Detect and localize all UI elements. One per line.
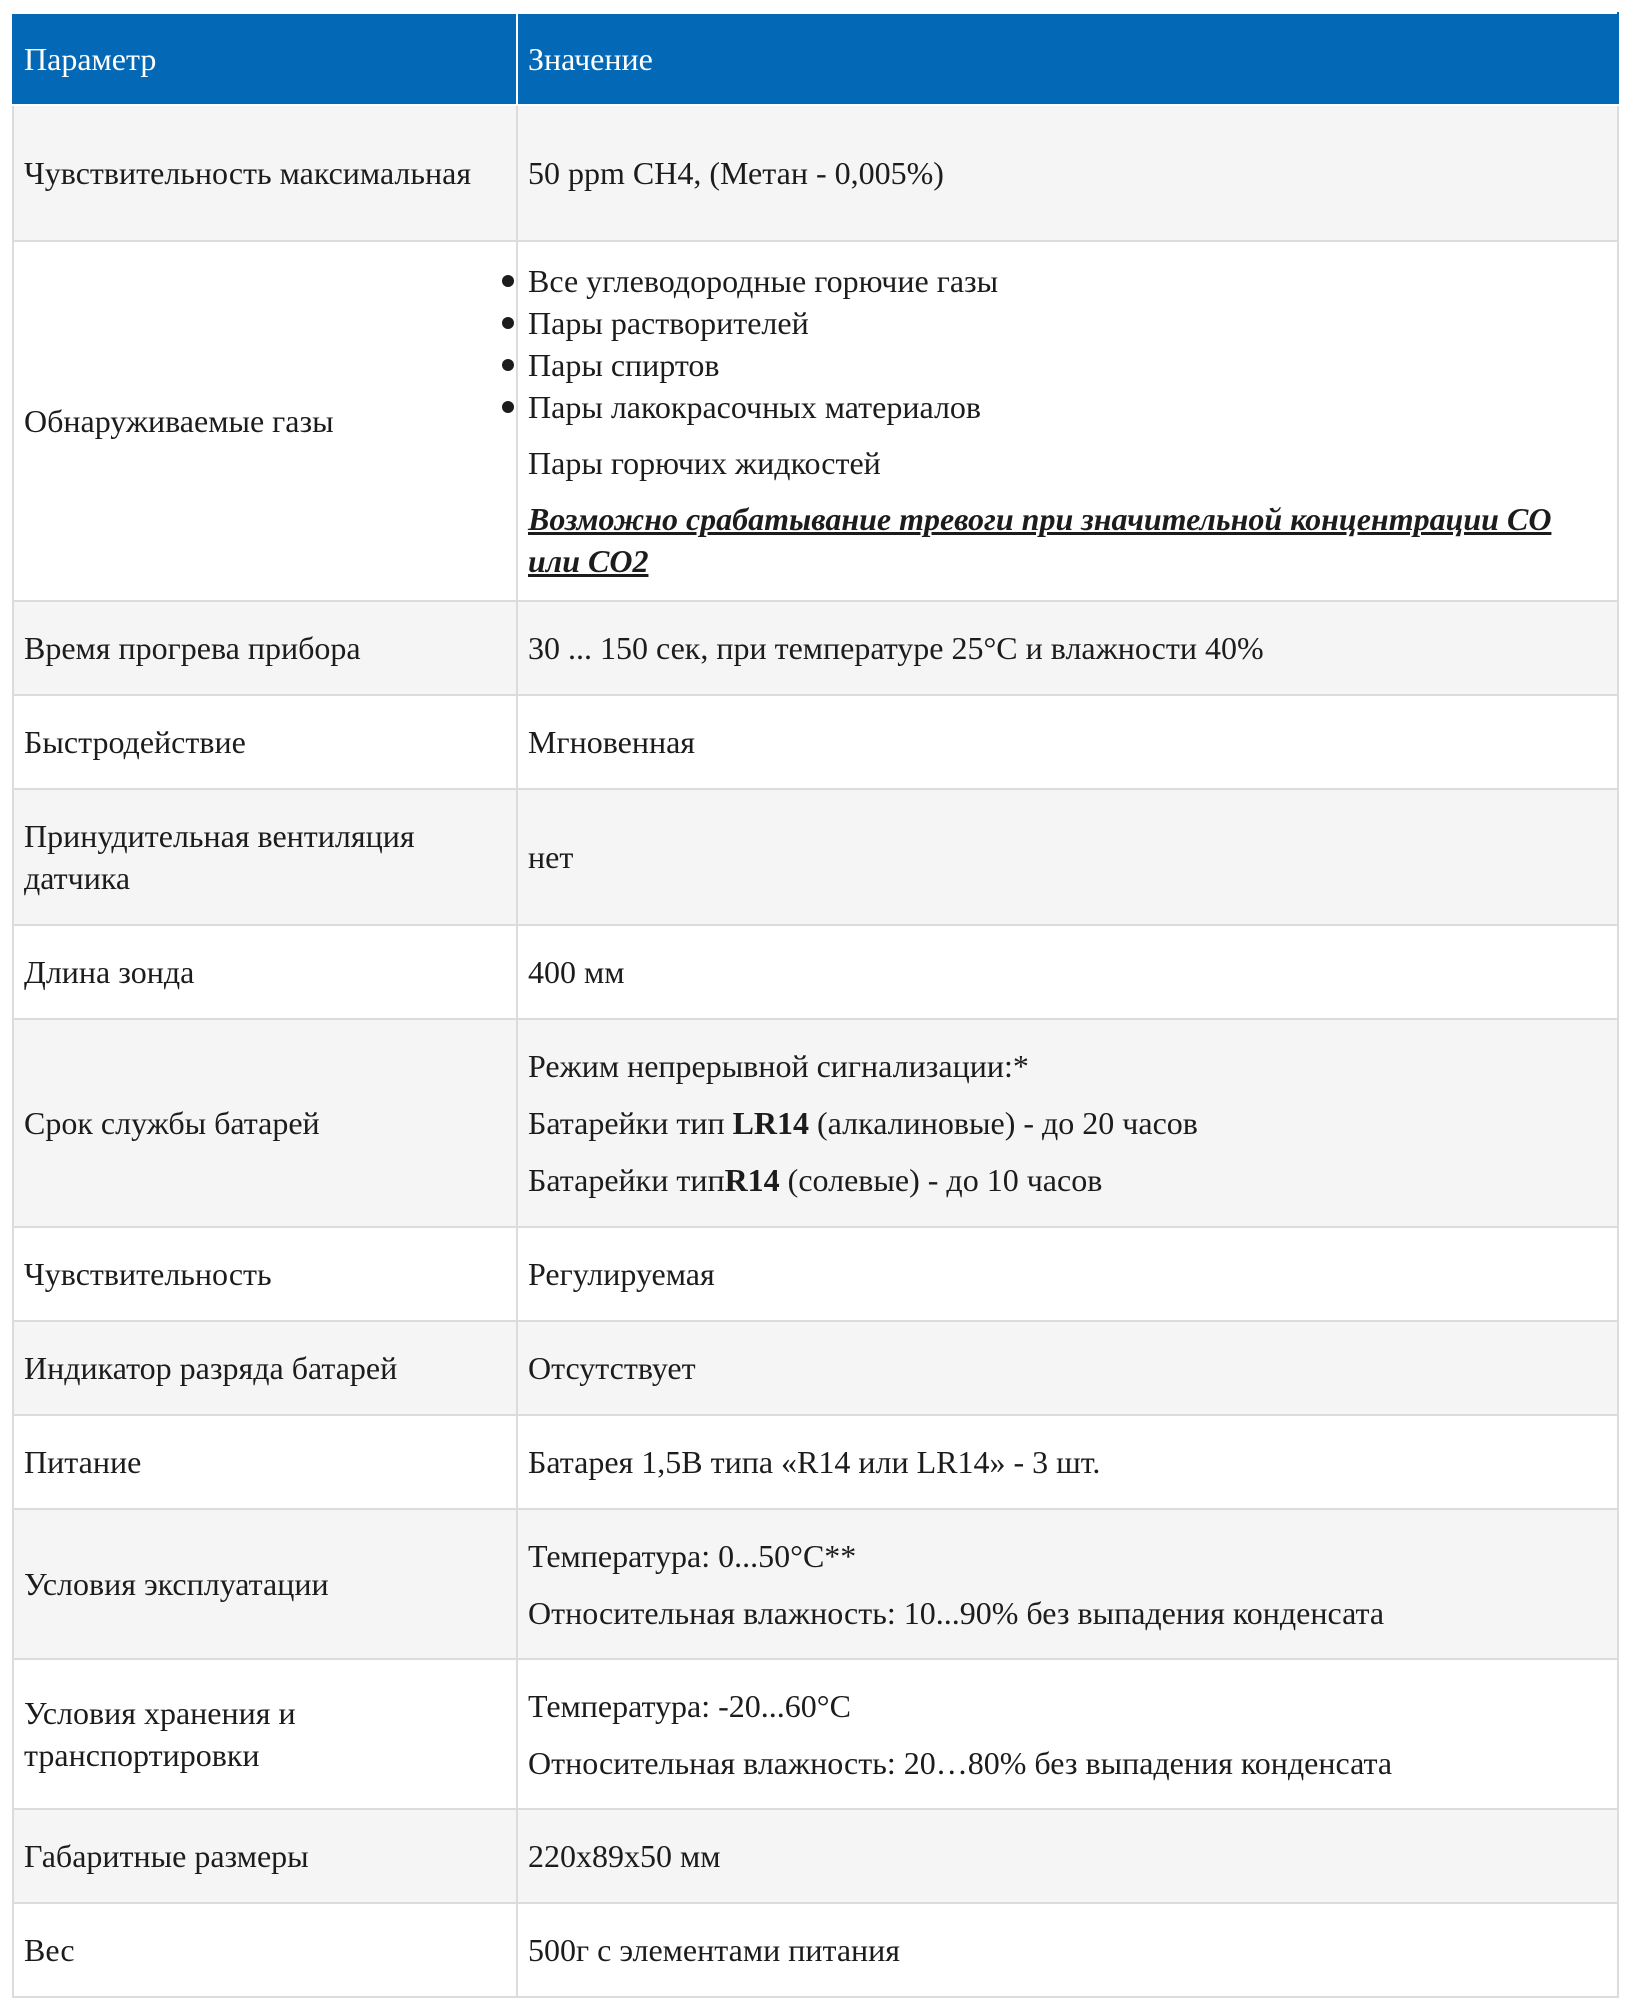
list-item: Пары растворителей	[528, 302, 1607, 344]
table-row	[13, 1415, 1618, 1509]
header-row	[13, 13, 1618, 105]
param-label: Срок службы батарей	[13, 1019, 517, 1227]
battery-r14-prefix: Батарейки тип	[528, 1162, 725, 1198]
param-label: Чувствительность	[13, 1227, 517, 1321]
param-label: Длина зонда	[13, 925, 517, 1019]
battery-lr14-prefix: Батарейки тип	[528, 1105, 733, 1141]
param-label: Питание	[13, 1415, 517, 1509]
param-value	[517, 241, 1618, 601]
param-value	[517, 1019, 1618, 1227]
table-row	[13, 601, 1618, 695]
param-value: 500г с элементами питания	[517, 1903, 1618, 1997]
table-row	[13, 105, 1618, 241]
param-label: Условия хранения и транспортировки	[13, 1659, 517, 1809]
table-row	[13, 1227, 1618, 1321]
param-value: нет	[517, 789, 1618, 925]
battery-lr14-suffix: (алкалиновые) - до 20 часов	[809, 1105, 1198, 1141]
param-value: Мгновенная	[517, 695, 1618, 789]
operation-humidity: Относительная влажность: 10...90% без выпадения конденсата	[528, 1594, 1385, 1631]
header-param: Параметр	[13, 13, 517, 105]
param-value: Батарея 1,5В типа «R14 или LR14» - 3 шт.	[517, 1415, 1618, 1509]
storage-humidity: Относительная влажность: 20…80% без выпадения конденсата	[528, 1744, 1393, 1781]
table-row	[13, 695, 1618, 789]
spec-table	[12, 12, 1619, 1998]
param-value: Регулируемая	[517, 1227, 1618, 1321]
list-item: Пары спиртов	[528, 344, 1607, 386]
battery-r14	[528, 1159, 1607, 1201]
param-value: 50 ppm CH4, (Метан - 0,005%)	[517, 105, 1618, 241]
list-item: Все углеводородные горючие газы	[528, 260, 1607, 302]
battery-r14-type: R14	[724, 1162, 780, 1198]
battery-lr14-type: LR14	[732, 1105, 810, 1141]
param-value: 220х89х50 мм	[517, 1809, 1618, 1903]
battery-mode: Режим непрерывной сигнализации:*	[528, 1048, 1029, 1084]
param-label: Время прогрева прибора	[13, 601, 517, 695]
param-label: Индикатор разряда батарей	[13, 1321, 517, 1415]
param-label: Вес	[13, 1903, 517, 1997]
param-value	[517, 1659, 1618, 1809]
table-row	[13, 1019, 1618, 1227]
param-value: 30 ... 150 сек, при температуре 25°С и влажности 40%	[517, 601, 1618, 695]
table-row	[13, 789, 1618, 925]
battery-r14-suffix: (солевые) - до 10 часов	[779, 1162, 1103, 1198]
table-row	[13, 1809, 1618, 1903]
gas-list	[528, 260, 1607, 428]
table-row	[13, 925, 1618, 1019]
table-row	[13, 241, 1618, 601]
param-value: Отсутствует	[517, 1321, 1618, 1415]
gas-extra: Пары горючих жидкостей	[528, 445, 881, 481]
param-label: Габаритные размеры	[13, 1809, 517, 1903]
header-value: Значение	[517, 13, 1618, 105]
param-label: Обнаруживаемые газы	[13, 241, 517, 601]
table-row	[13, 1903, 1618, 1997]
param-label: Условия эксплуатации	[13, 1509, 517, 1659]
operation-temperature: Температура: 0...50°С**	[528, 1537, 857, 1574]
gas-warning: Возможно срабатывание тревоги при значительной концентрации CO или CO2	[528, 501, 1552, 579]
storage-temperature: Температура: -20...60°С	[528, 1687, 851, 1724]
param-label: Быстродействие	[13, 695, 517, 789]
table-row	[13, 1321, 1618, 1415]
param-label: Чувствительность максимальная	[13, 105, 517, 241]
table-row	[13, 1659, 1618, 1809]
table-row	[13, 1509, 1618, 1659]
list-item: Пары лакокрасочных материалов	[528, 386, 1607, 428]
param-value: 400 мм	[517, 925, 1618, 1019]
param-value	[517, 1509, 1618, 1659]
param-label: Принудительная вентиляция датчика	[13, 789, 517, 925]
battery-lr14	[528, 1102, 1607, 1144]
